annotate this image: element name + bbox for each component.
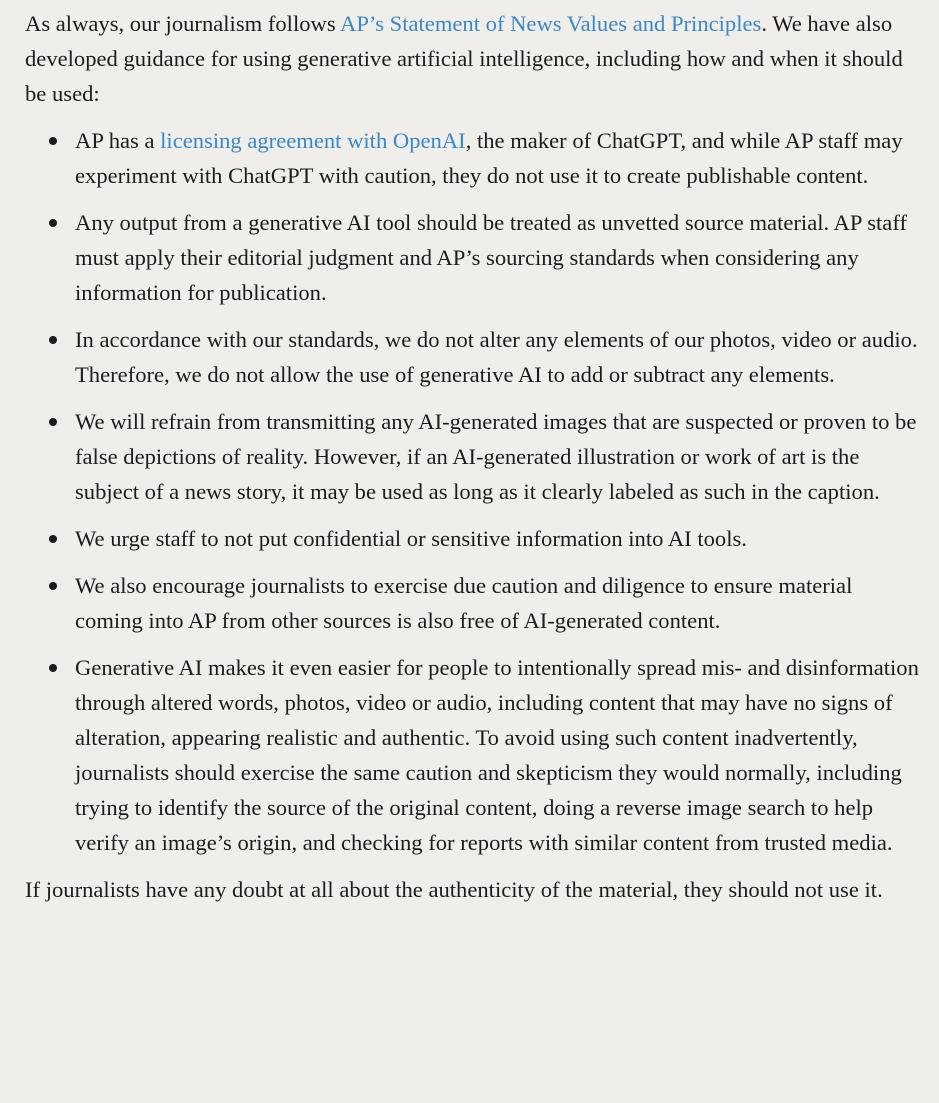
list-item bbox=[25, 322, 919, 392]
item-text-before: AP has a bbox=[75, 128, 161, 153]
openai-licensing-link[interactable]: licensing agreement with OpenAI bbox=[160, 128, 466, 153]
item-text: Generative AI makes it even easier for people to intentionally spread mis- and disinformation through altered words, photos, video or audio, including content that may have no signs of alteration, appearing realistic and authentic. To avoid using such content inadvertently, journalists should exercise the same caution and skepticism they would normally, including trying to identify the source of the original content, doing a reverse image search to help verify an image’s origin, and checking for reports with similar content from trusted media. bbox=[75, 655, 919, 855]
bullet-icon bbox=[49, 535, 57, 543]
item-text: In accordance with our standards, we do not alter any elements of our photos, video or audio. Therefore, we do not allow the use of generative AI to add or subtract any elements. bbox=[75, 327, 918, 387]
closing-paragraph: If journalists have any doubt at all about the authenticity of the material, they should not use it. bbox=[25, 877, 883, 902]
news-values-link[interactable]: AP’s Statement of News Values and Principles bbox=[340, 11, 762, 36]
bullet-icon bbox=[49, 219, 57, 227]
bullet-icon bbox=[49, 418, 57, 426]
intro-text-before: As always, our journalism follows bbox=[25, 11, 341, 36]
list-item bbox=[25, 404, 919, 509]
item-text: Any output from a generative AI tool should be treated as unvetted source material. AP staff must apply their editorial judgment and AP’s sourcing standards when considering any information for publication. bbox=[75, 210, 907, 305]
item-text-after: , the maker of ChatGPT, and while AP staff may experiment with ChatGPT with caution, they do not use it to create publishable content. bbox=[75, 128, 903, 188]
bullet-icon bbox=[49, 582, 57, 590]
bullet-icon bbox=[49, 137, 57, 145]
list-item bbox=[25, 650, 919, 860]
list-item bbox=[25, 521, 919, 556]
bullet-icon bbox=[49, 664, 57, 672]
item-text: We urge staff to not put confidential or sensitive information into AI tools. bbox=[75, 526, 747, 551]
bullet-icon bbox=[49, 336, 57, 344]
list-item bbox=[25, 568, 919, 638]
list-item bbox=[25, 123, 919, 193]
guidelines-list bbox=[25, 123, 919, 860]
intro-text-after: . We have also developed guidance for using generative artificial intelligence, including how and when it should be used: bbox=[25, 11, 903, 106]
list-item bbox=[25, 205, 919, 310]
intro-paragraph bbox=[25, 6, 919, 111]
item-text: We will refrain from transmitting any AI-generated images that are suspected or proven to be false depictions of reality. However, if an AI-generated illustration or work of art is the subject of a news story, it may be used as long as it clearly labeled as such in the caption. bbox=[75, 409, 917, 504]
item-text: We also encourage journalists to exercise due caution and diligence to ensure material coming into AP from other sources is also free of AI-generated content. bbox=[75, 573, 853, 633]
